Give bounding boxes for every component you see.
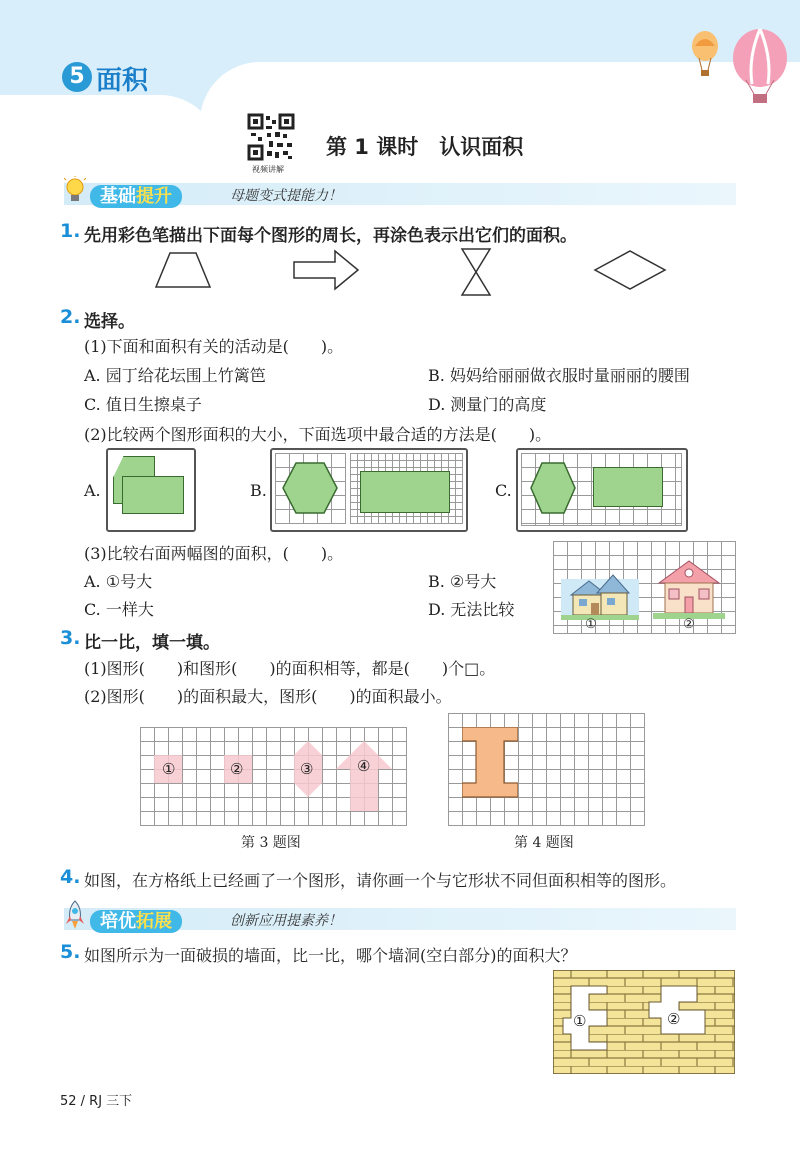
header-cloud	[0, 95, 220, 155]
q1-number: 1.	[60, 220, 81, 242]
shape-4-label: ④	[357, 757, 371, 775]
q2-p3-option-a[interactable]: A. ①号大	[84, 572, 153, 591]
section-title-advanced: 培优拓展	[90, 907, 182, 933]
q2-p3-option-b[interactable]: B. ②号大	[428, 572, 497, 591]
q2-text: 选择。	[84, 312, 135, 332]
q2-p2-option-b[interactable]: B.	[250, 481, 267, 500]
q2-part2: (2)比较两个图形面积的大小，下面选项中最合适的方法是( )。	[84, 425, 552, 444]
option-a-figure	[106, 448, 196, 532]
house-2-label: ②	[683, 617, 695, 632]
section-slogan-advanced: 创新应用提素养！	[230, 913, 342, 929]
house-1-label: ①	[585, 617, 597, 632]
q4-text: 如图，在方格纸上已经画了一个图形，请你画一个与它形状不同但面积相等的图形。	[84, 871, 677, 890]
shape-2-label: ②	[230, 760, 244, 778]
q5-number: 5.	[60, 941, 81, 963]
q4-number: 4.	[60, 866, 81, 888]
q2-p2-option-a[interactable]: A.	[84, 481, 101, 500]
option-c-figure	[516, 448, 688, 532]
lightbulb-icon	[64, 176, 86, 206]
q2-p1-option-a[interactable]: A. 园丁给花坛围上竹篱笆	[84, 366, 266, 385]
hourglass-shape	[462, 249, 490, 295]
q2-p1-option-d[interactable]: D. 测量门的高度	[428, 395, 547, 414]
q3-part1: (1)图形( )和图形( )的面积相等，都是( )个□。	[84, 659, 496, 678]
chapter-title: 面积	[96, 66, 149, 96]
qr-code-icon[interactable]	[247, 113, 295, 161]
q2-p3-option-d[interactable]: D. 无法比较	[428, 600, 515, 619]
q3-grid	[140, 727, 407, 826]
q3-caption: 第 3 题图	[241, 835, 301, 851]
rocket-icon	[64, 900, 86, 930]
q1-text: 先用彩色笔描出下面每个图形的周长，再涂色表示出它们的面积。	[84, 226, 577, 246]
section-slogan-basic: 母题变式提能力！	[230, 188, 342, 204]
qr-caption: 视频讲解	[252, 165, 284, 174]
houses-grid	[553, 541, 736, 634]
arrow-shape	[294, 251, 358, 289]
option-b-figure	[270, 448, 468, 532]
shape-1-label: ①	[162, 760, 176, 778]
i-beam-shape	[462, 727, 518, 799]
shape-3-label: ③	[300, 760, 314, 778]
chapter-number-badge: 5	[62, 62, 92, 92]
q3-part2: (2)图形( )的面积最大，图形( )的面积最小。	[84, 687, 452, 706]
house-2-icon	[653, 559, 725, 621]
q2-number: 2.	[60, 306, 81, 328]
q2-part3: (3)比较右面两幅图的面积，( )。	[84, 544, 344, 563]
q3-number: 3.	[60, 627, 81, 649]
q1-shapes	[140, 245, 680, 301]
shape-4	[336, 741, 392, 811]
q3-shapes	[140, 727, 406, 825]
lesson-title: 第 1 课时 认识面积	[326, 135, 524, 159]
q4-grid[interactable]	[448, 713, 645, 826]
q2-p3-option-c[interactable]: C. 一样大	[84, 600, 154, 619]
balloon-large-icon	[730, 28, 790, 106]
q5-text: 如图所示为一面破损的墙面，比一比，哪个墙洞(空白部分)的面积大？	[84, 946, 577, 965]
trapezoid-shape	[156, 253, 210, 287]
q2-p1-option-b[interactable]: B. 妈妈给丽丽做衣服时量丽丽的腰围	[428, 366, 690, 385]
q2-p1-option-c[interactable]: C. 值日生擦桌子	[84, 395, 202, 414]
hole-1-label: ①	[573, 1012, 587, 1030]
house-1-icon	[561, 569, 639, 621]
hole-2-label: ②	[667, 1010, 681, 1028]
q3-text: 比一比，填一填。	[84, 633, 220, 653]
q4-caption: 第 4 题图	[514, 835, 574, 851]
q2-part1: (1)下面和面积有关的活动是( )。	[84, 337, 344, 356]
balloon-icon	[690, 30, 720, 80]
rhombus-shape	[595, 251, 665, 289]
section-title-basic: 基础提升	[90, 182, 182, 208]
page-footer: 52 / RJ 三下	[60, 1094, 133, 1109]
q2-p2-option-c[interactable]: C.	[495, 481, 512, 500]
